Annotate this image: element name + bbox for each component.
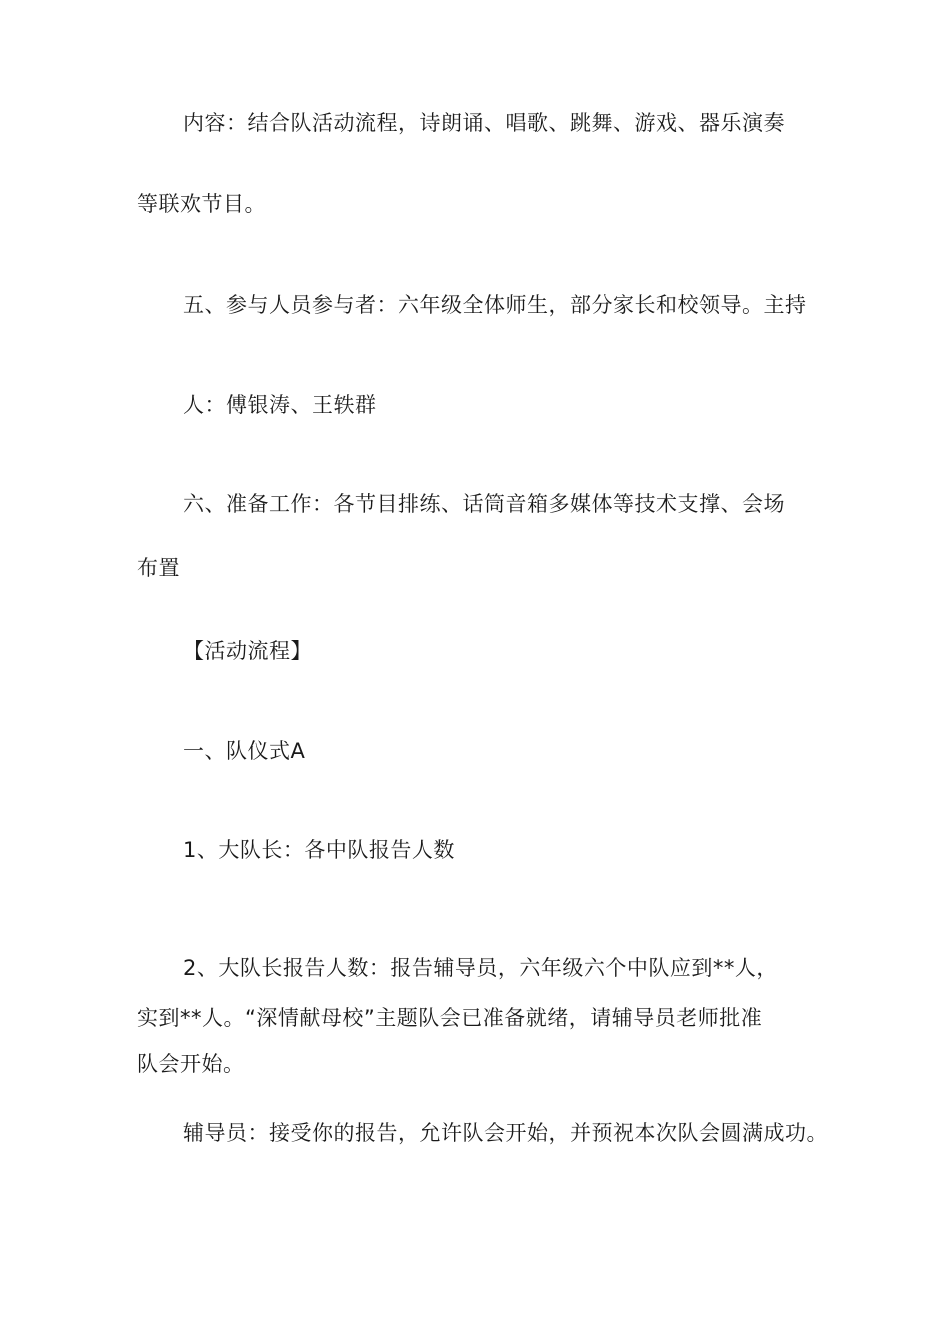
subheading-team-ceremony: 一、队仪式A (183, 739, 306, 763)
paragraph-content-line-1: 内容：结合队活动流程，诗朗诵、唱歌、跳舞、游戏、器乐演奏 (183, 111, 785, 135)
section-heading-activity-flow: 【活动流程】 (183, 639, 312, 663)
item-2-line-3: 队会开始。 (137, 1052, 245, 1076)
item-2-line-2: 实到**人。“深情献母校”主题队会已准备就绪，请辅导员老师批准 (137, 1006, 763, 1030)
paragraph-preparation-line-1: 六、准备工作：各节目排练、话筒音箱多媒体等技术支撑、会场 (183, 492, 785, 516)
paragraph-counselor-reply: 辅导员：接受你的报告，允许队会开始，并预祝本次队会圆满成功。 (183, 1121, 828, 1145)
item-2-line-1: 2、大队长报告人数：报告辅导员，六年级六个中队应到**人， (183, 956, 778, 980)
item-1-report-count: 1、大队长：各中队报告人数 (183, 838, 455, 862)
paragraph-preparation-line-2: 布置 (137, 556, 180, 580)
paragraph-participants-line-1: 五、参与人员参与者：六年级全体师生，部分家长和校领导。主持 (183, 293, 807, 317)
paragraph-content-line-2: 等联欢节目。 (137, 192, 266, 216)
paragraph-participants-line-2: 人：傅银涛、王轶群 (183, 393, 377, 417)
